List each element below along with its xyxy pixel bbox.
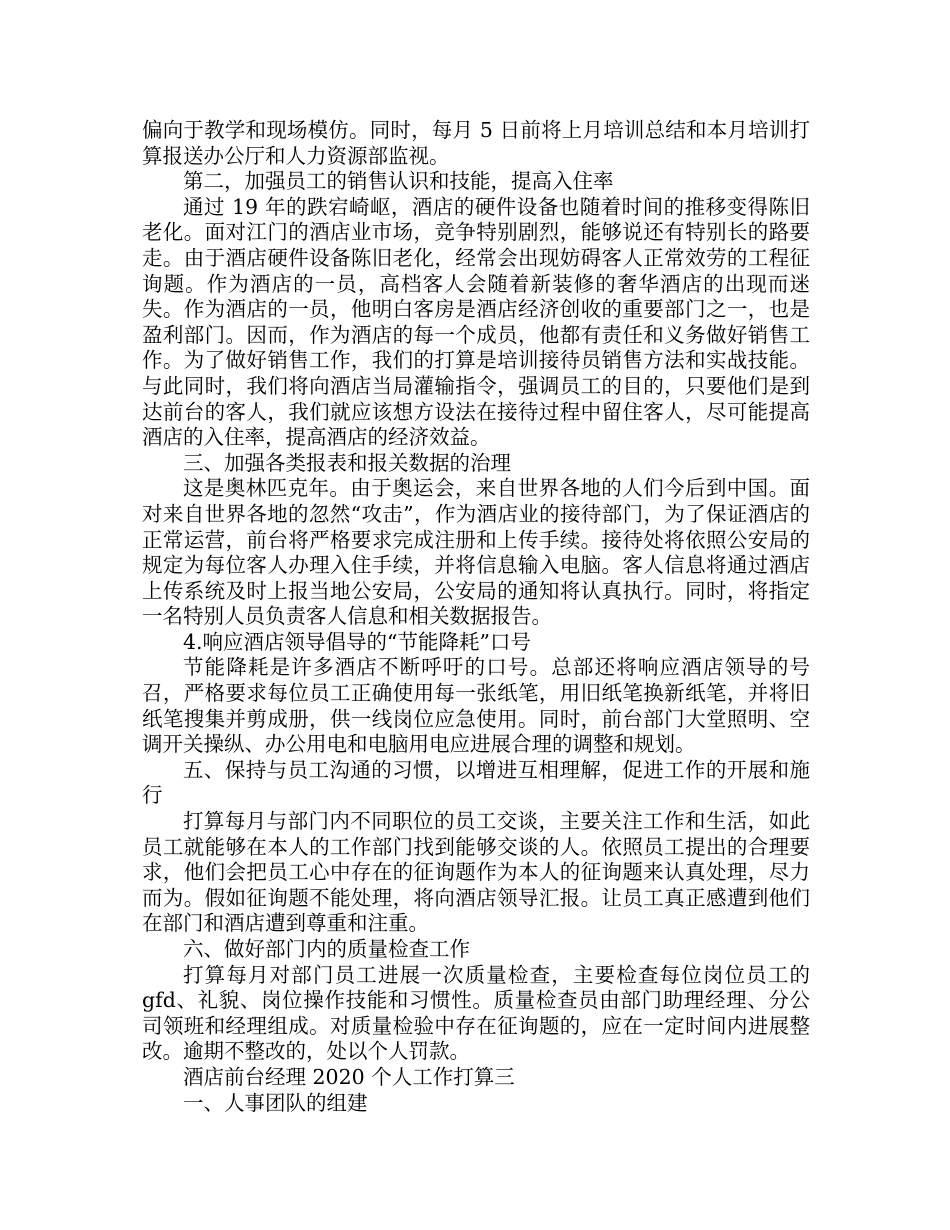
paragraph-sales-skills: 通过 19 年的跌宕崎岖，酒店的硬件设备也随着时间的推移变得陈旧老化。面对江门的酒店业市场，竞争特别剧烈，能够说还有特别长的路要走。由于酒店硬件设备陈旧老化，经常会出现妨碍客人正常效劳的工程征询题。作为酒店的一员，高档客人会随着新装修的奢华酒店的出现而迷失。作为酒店的一员，他明白客房是酒店经济创收的重要部门之一，也是盈利部门。因而，作为酒店的每一个成员，他都有责任和义务做好销售工作。为了做好销售工作，我们的打算是培训接待员销售方法和实战技能。与此同时，我们将向酒店当局灌输指令，强调员工的目的，只要他们是到达前台的客人，我们就应该想方设法在接待过程中留住客人，尽可能提高酒店的入住率，提高酒店的经济效益。 (142, 194, 810, 450)
section-title-plan-three: 酒店前台经理 2020 个人工作打算三 (183, 1064, 515, 1089)
paragraph-quality-inspection: 打算每月对部门员工进展一次质量检查，主要检查每位岗位员工的 gfd、礼貌、岗位操作技能和习惯性。质量检查员由部门助理经理、分公司领班和经理组成。对质量检验中存在征询题的，应在一定时间内进展整改。逾期不整改的，处以个人罚款。 (142, 962, 810, 1064)
paragraph-reports-management: 这是奥林匹克年。由于奥运会，来自世界各地的人们今后到中国。面对来自世界各地的忽然“攻击”，作为酒店业的接待部门，为了保证酒店的正常运营，前台将严格要求完成注册和上传手续。接待处将依照公安局的规定为每位客人办理入住手续，并将信息输入电脑。客人信息将通过酒店上传系统及时上报当地公安局，公安局的通知将认真执行。同时，将指定一名特别人员负责客人信息和相关数据报告。 (142, 476, 810, 629)
heading-energy-saving: 4.响应酒店领导倡导的“节能降耗”口号 (183, 629, 532, 654)
heading-reports-management: 三、加强各类报表和报关数据的治理 (183, 450, 511, 475)
heading-staff-communication: 五、保持与员工沟通的习惯，以增进互相理解，促进工作的开展和施行 (142, 757, 810, 808)
heading-team-building: 一、人事团队的组建 (183, 1090, 368, 1115)
heading-quality-inspection: 六、做好部门内的质量检查工作 (183, 937, 470, 961)
heading-sales-skills: 第二，加强员工的销售认识和技能，提高入住率 (183, 169, 614, 194)
paragraph-energy-saving: 节能降耗是许多酒店不断呼吁的口号。总部还将响应酒店领导的号召，严格要求每位员工正确使用每一张纸笔，用旧纸笔换新纸笔，并将旧纸笔搜集并剪成册，供一线岗位应急使用。同时，前台部门大堂照明、空调开关操纵、办公用电和电脑用电应进展合理的调整和规划。 (142, 655, 810, 757)
paragraph-training-continued: 偏向于教学和现场模仿。同时，每月 5 日前将上月培训总结和本月培训打算报送办公厅和人力资源部监视。 (142, 118, 810, 168)
document-page (142, 118, 810, 1116)
paragraph-staff-communication: 打算每月与部门内不同职位的员工交谈，主要关注工作和生活，如此员工就能够在本人的工作部门找到能够交谈的人。依照员工提出的合理要求，他们会把员工心中存在的征询题作为本人的征询题来认真处理，尽力而为。假如征询题不能处理，将向酒店领导汇报。让员工真正感遭到他们在部门和酒店遭到尊重和注重。 (142, 809, 810, 936)
